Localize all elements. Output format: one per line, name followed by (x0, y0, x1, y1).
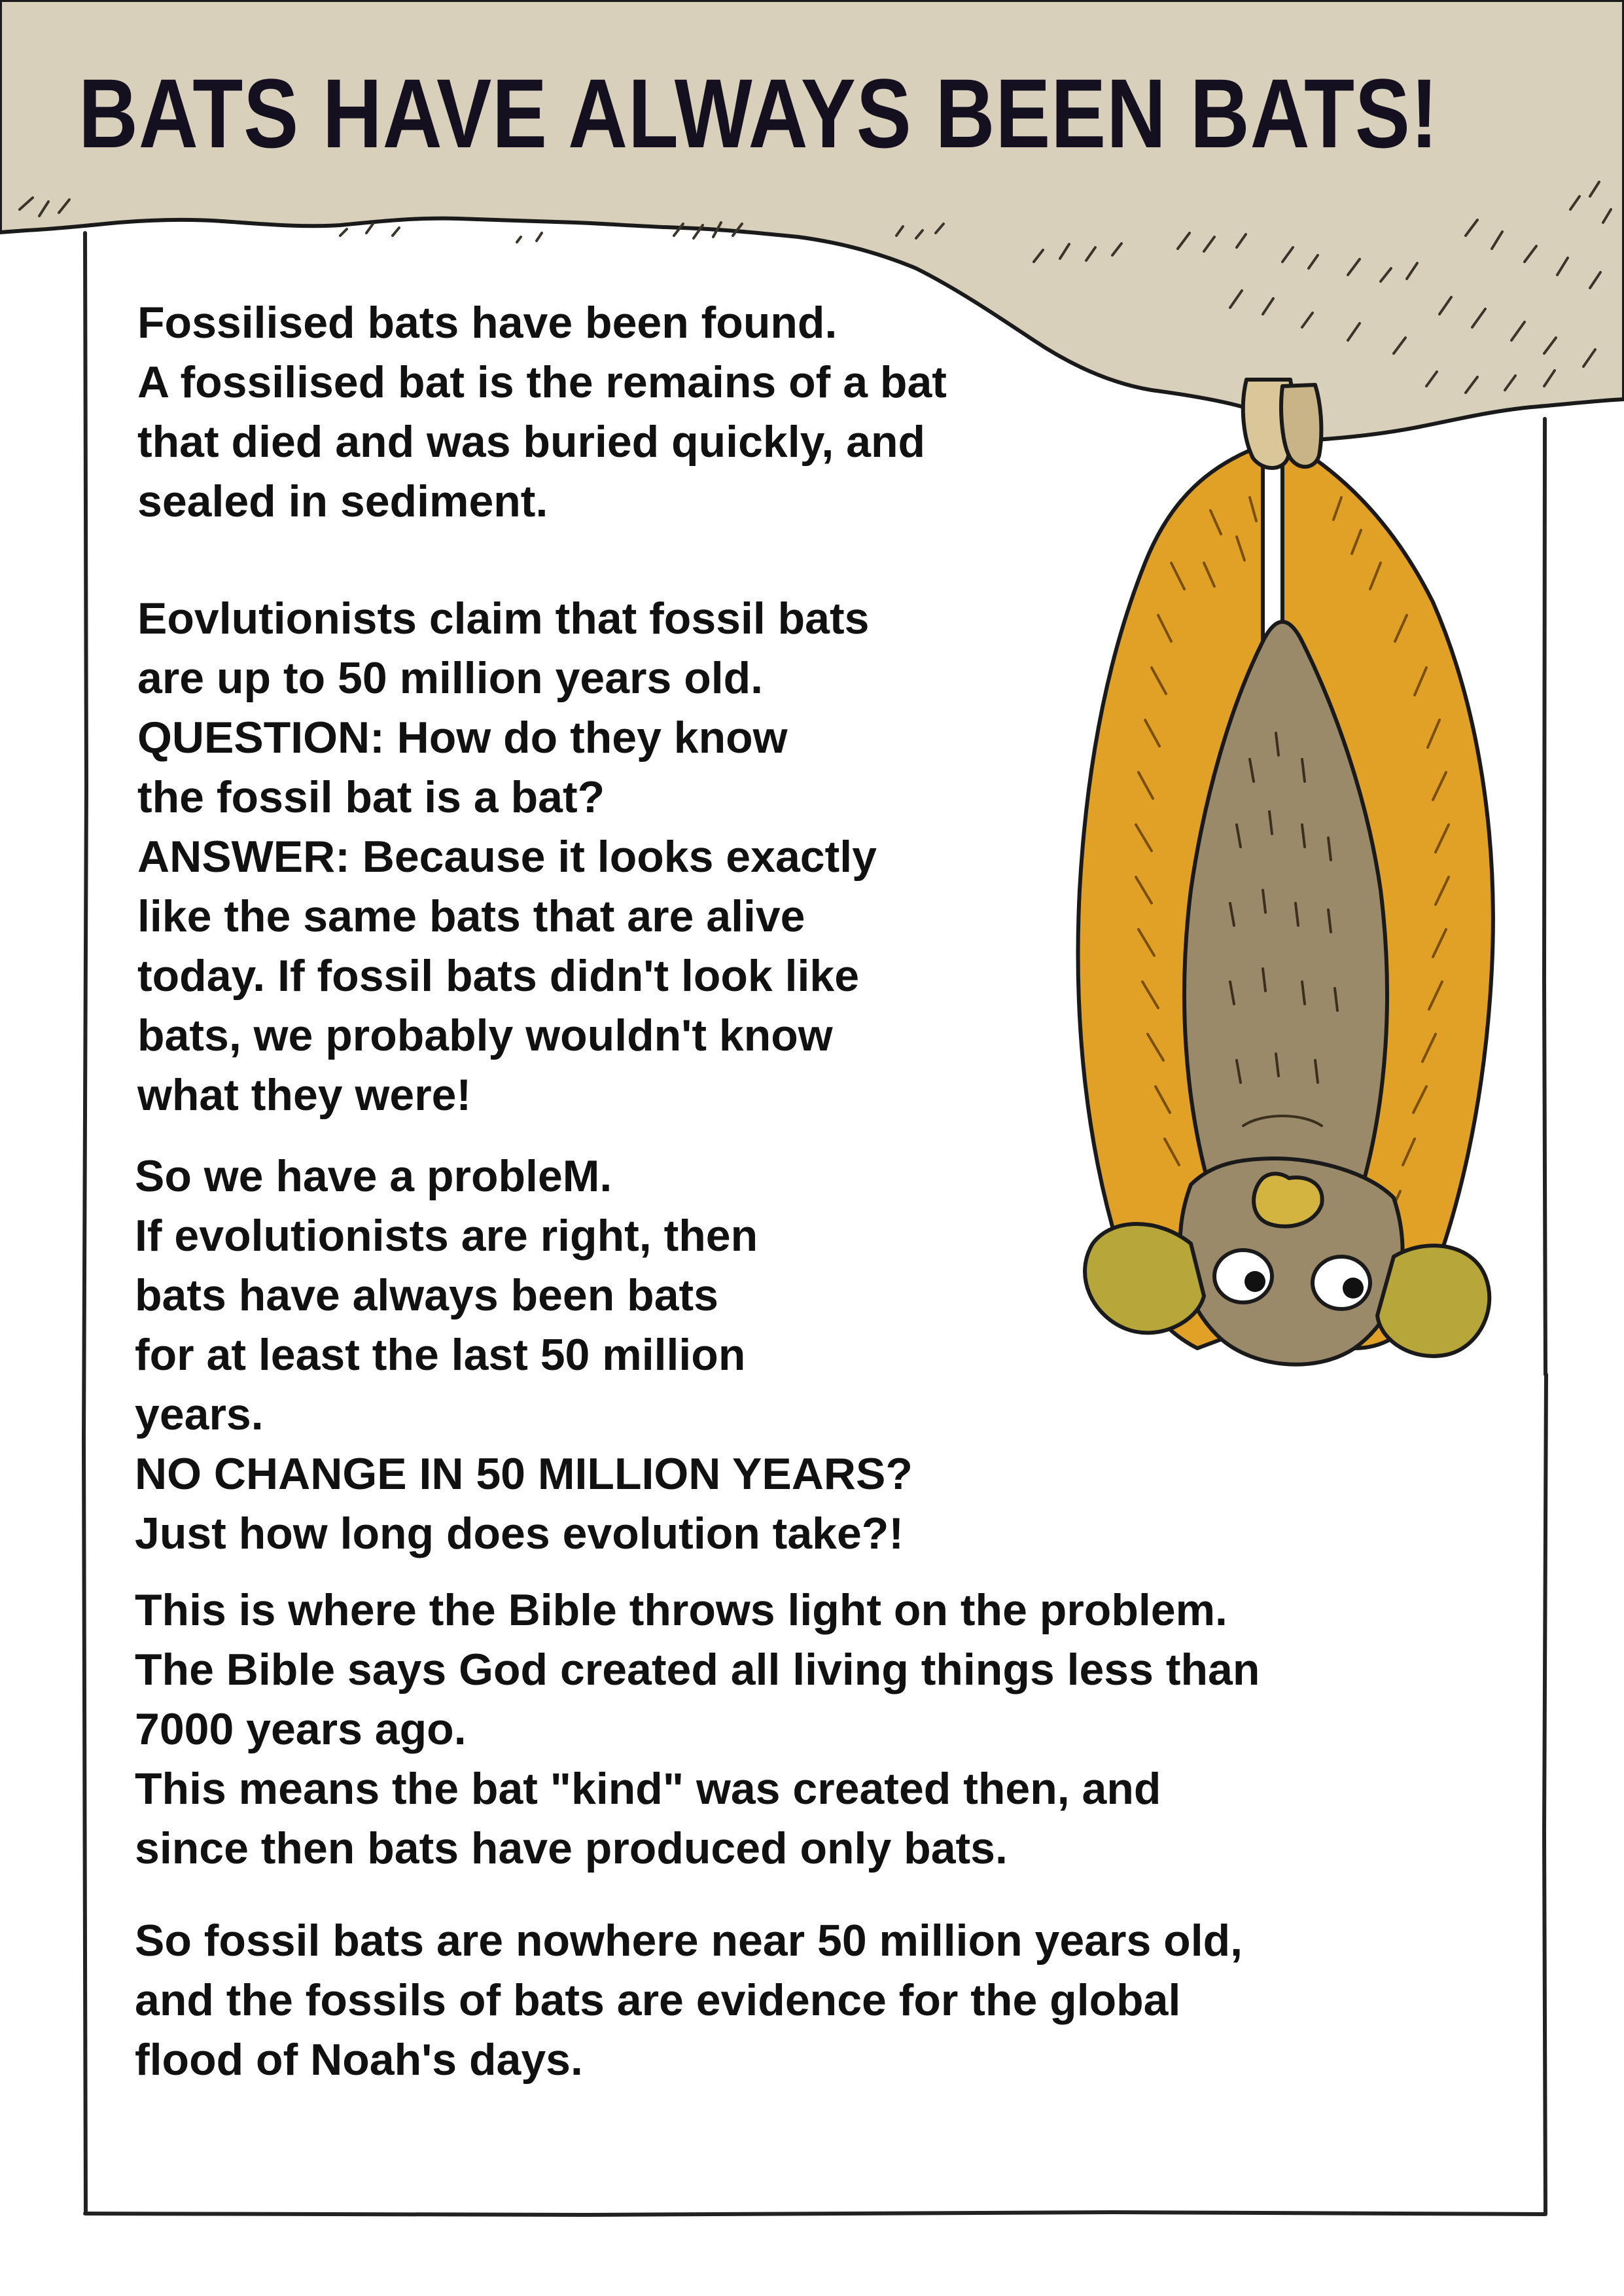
text-line: ANSWER: Because it looks exactly (137, 832, 877, 882)
text-line: If evolutionists are right, then (135, 1211, 758, 1261)
text-line: Fossilised bats have been found. (137, 298, 838, 348)
text-line: years. (135, 1390, 264, 1439)
text-line: NO CHANGE IN 50 MILLION YEARS? (135, 1449, 913, 1499)
text-line: are up to 50 million years old. (137, 653, 764, 703)
text-line: This is where the Bible throws light on the problem. (135, 1585, 1227, 1635)
text-line: like the same bats that are alive (137, 891, 805, 941)
text-line: and the fossils of bats are evidence for the global (135, 1975, 1181, 2025)
text-line: A fossilised bat is the remains of a bat (137, 357, 947, 407)
text-line: sealed in sediment. (137, 476, 548, 526)
bat-ear-left (1085, 1224, 1204, 1333)
bat-icon (975, 367, 1557, 1446)
text-line: the fossil bat is a bat? (137, 772, 605, 822)
text-line: for at least the last 50 million (135, 1330, 746, 1380)
text-line: bats have always been bats (135, 1270, 718, 1320)
text-line: Eovlutionists claim that fossil bats (137, 594, 870, 643)
text-line: bats, we probably wouldn't know (137, 1011, 833, 1060)
text-line: This means the bat "kind" was created then, and (135, 1764, 1161, 1814)
paragraph-fossil-definition (137, 293, 947, 531)
text-line: since then bats have produced only bats. (135, 1823, 1008, 1873)
paragraph-problem (135, 1147, 913, 1564)
text-line: QUESTION: How do they know (137, 713, 788, 762)
paragraph-question-answer (137, 589, 877, 1125)
bat-nose (1254, 1174, 1322, 1227)
text-line: Just how long does evolution take?! (135, 1509, 904, 1558)
text-line: that died and was buried quickly, and (137, 417, 926, 467)
text-line: The Bible says God created all living things less than (135, 1645, 1260, 1695)
bat-ear-right (1377, 1246, 1489, 1356)
text-line: So we have a probleM. (135, 1151, 612, 1201)
text-line: 7000 years ago. (135, 1704, 467, 1754)
text-line: So fossil bats are nowhere near 50 million years old, (135, 1916, 1243, 1965)
paragraph-conclusion (135, 1911, 1243, 2090)
text-line: flood of Noah's days. (135, 2035, 583, 2085)
page-title: BATS HAVE ALWAYS BEEN BATS! (79, 58, 1439, 168)
paragraph-bible (135, 1581, 1260, 1878)
text-line: what they were! (137, 1070, 472, 1120)
text-line: today. If fossil bats didn't look like (137, 951, 860, 1001)
